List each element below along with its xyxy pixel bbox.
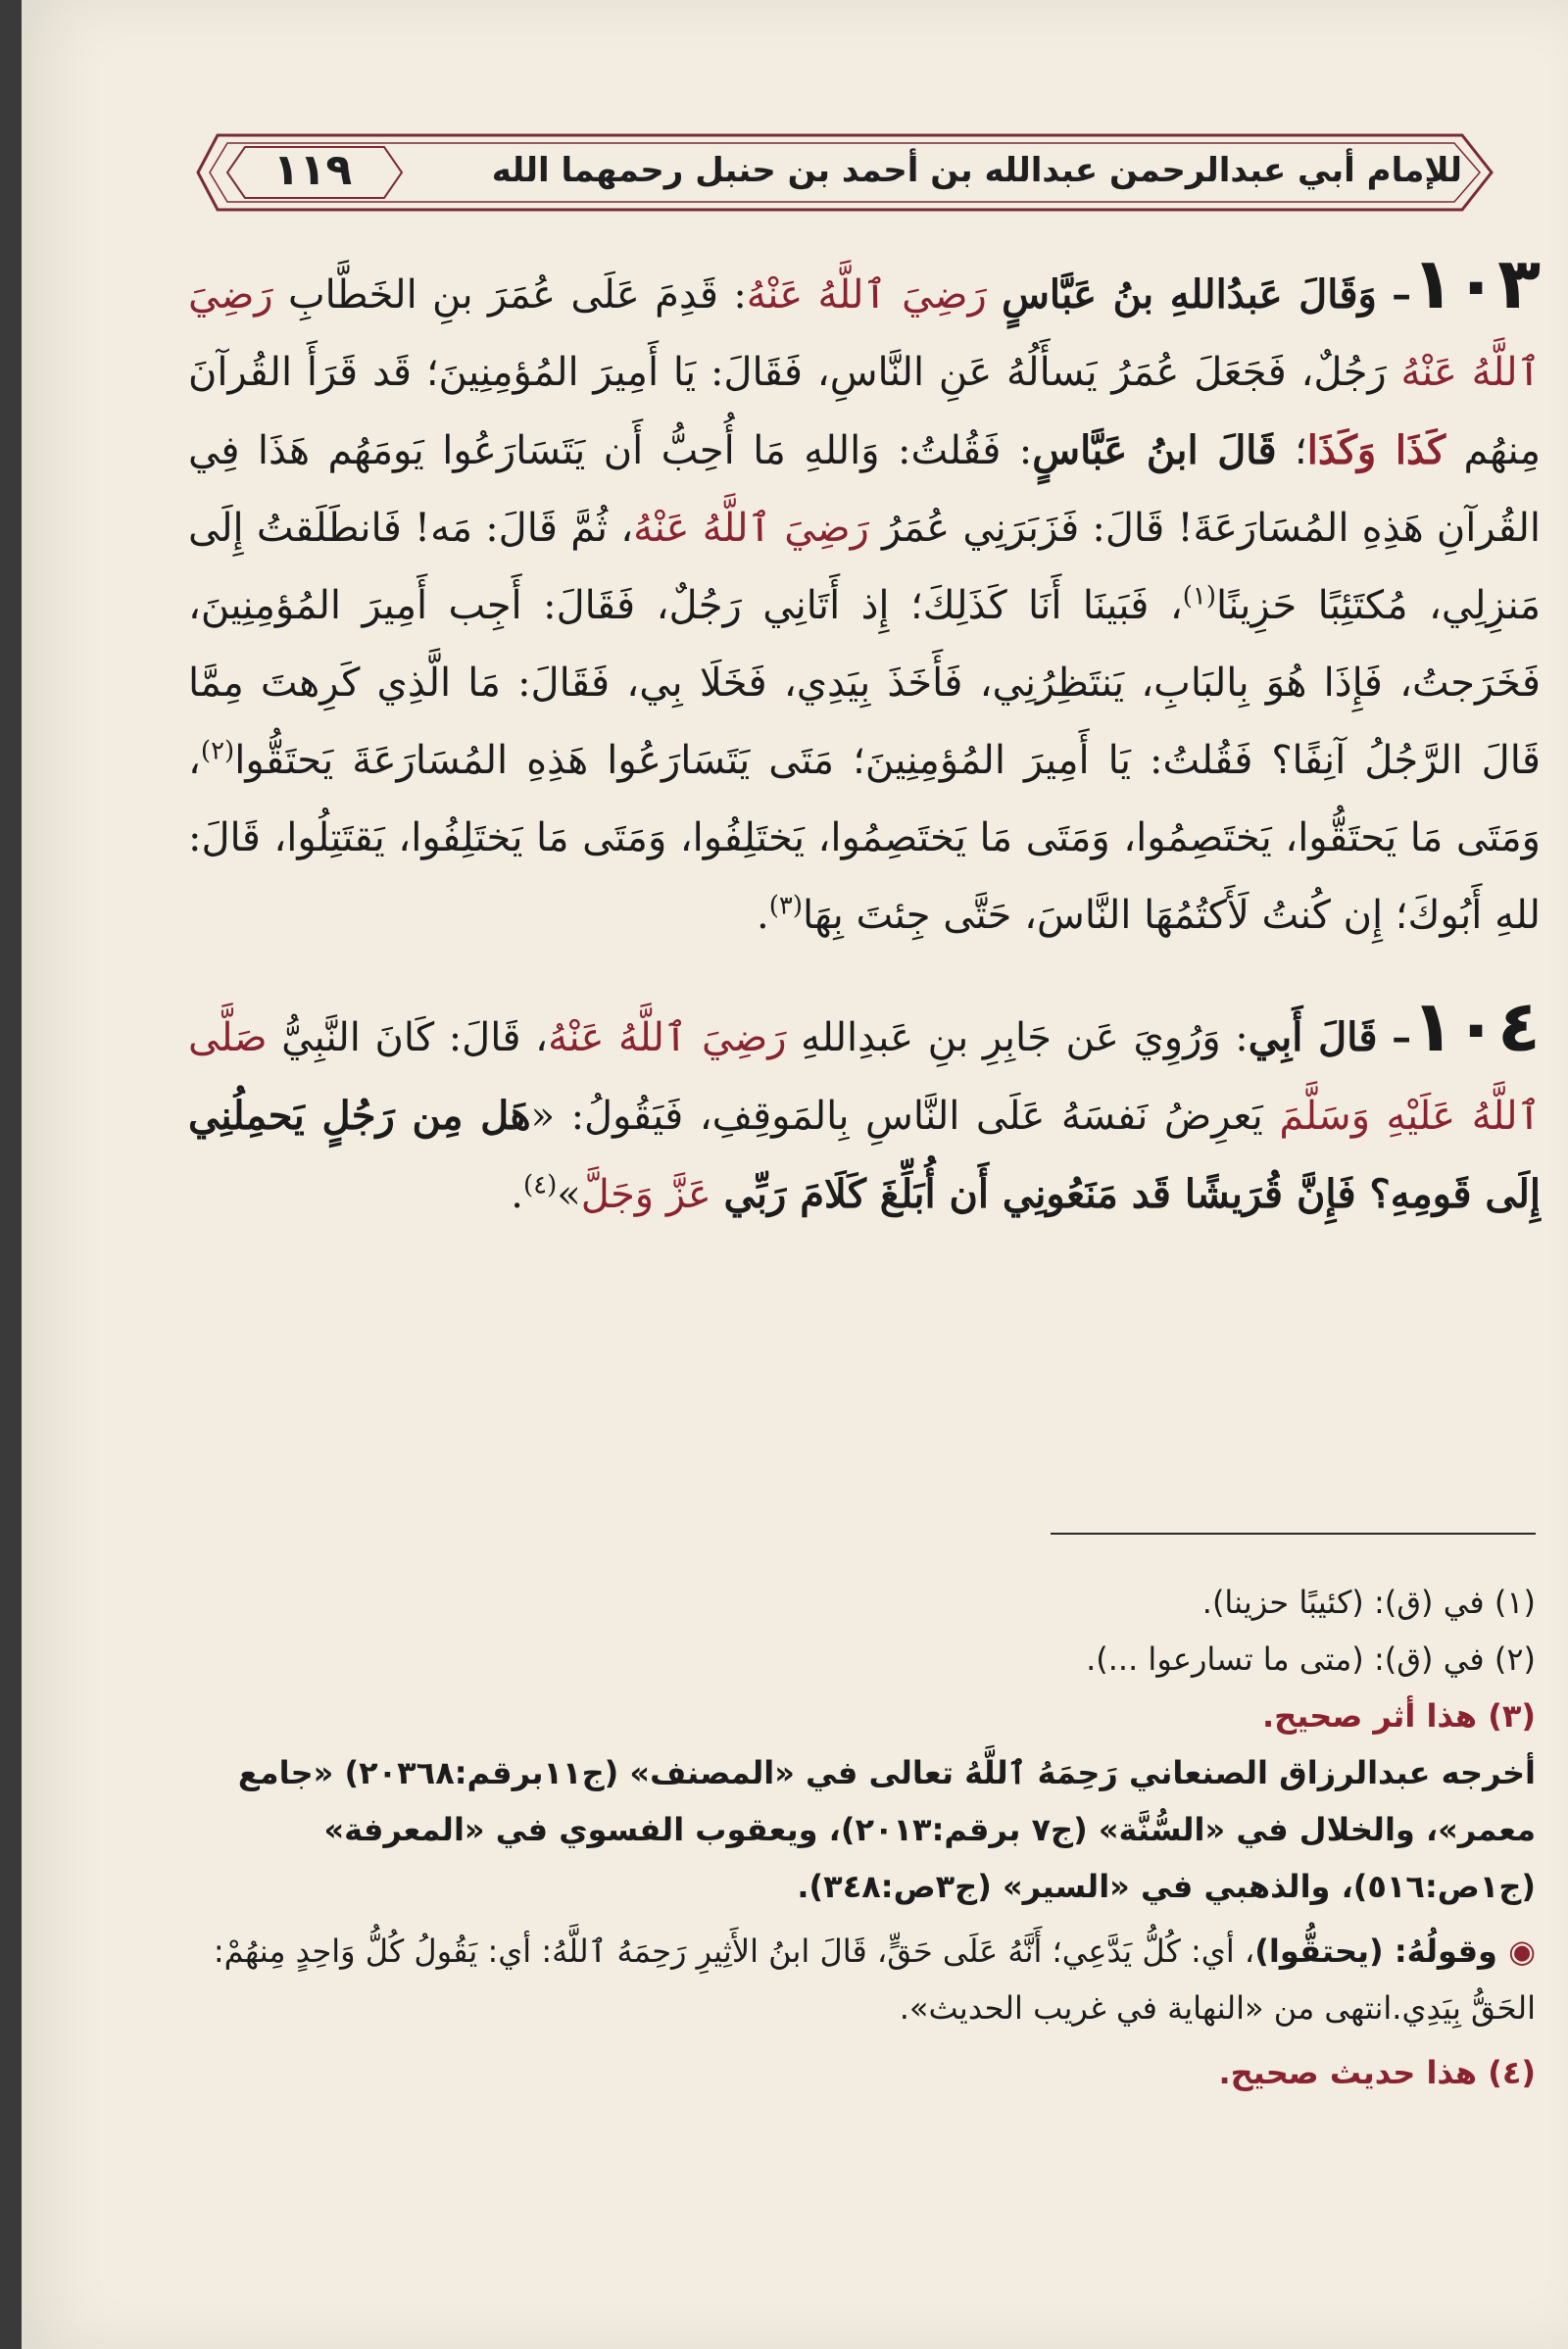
- hadith-103: [188, 242, 1542, 954]
- highlight-text: كَذَا وَكَذَا: [1306, 427, 1446, 473]
- text-segment: .: [756, 893, 769, 938]
- running-header-title: للإمام أبي عبدالرحمن عبدالله بن أحمد بن حنبل رحمهما الله: [491, 151, 1462, 190]
- hadith-number: ١٠٤: [1411, 985, 1541, 1067]
- prophetic-saying: هَل مِن رَجُلٍ يَحمِلُنِي إِلَى قَومِهِ؟ فَإِنَّ قُرَيشًا قَد مَنَعُونِي أَن أُبَلِّغَ كَلَامَ رَبِّي: [188, 1093, 1541, 1217]
- hadith-104: [188, 985, 1542, 1234]
- text-segment: ، فَبَينَا أَنَا كَذَلِكَ؛ إِذ أَتَانِي رَجُلٌ، فَقَالَ: أَجِب أَمِيرَ المُؤمِنِينَ، فَخَرَجتُ، فَإِذَا هُوَ بِالبَابِ، يَنتَظِرُنِي، فَأَخَذَ بِيَدِي، فَخَلَا بِي، فَقَالَ: مَا الَّذِي كَرِهتَ مِمَّا قَالَ الرَّجُلُ آنِفًا؟ فَقُلتُ: يَا أَمِيرَ المُؤمِنِينَ؛ مَتَى يَتَسَارَعُوا هَذِهِ المُسَارَعَةَ يَحتَقُّوا: [188, 583, 1541, 783]
- footnote-divider: [1051, 1533, 1536, 1535]
- page-number: ١١٩: [272, 145, 353, 195]
- footnote-term: وقولُهُ: (يحتقُّوا): [1254, 1933, 1509, 1970]
- text-segment: : قَدِمَ عَلَى عُمَرَ بنِ الخَطَّابِ: [287, 272, 747, 318]
- text-segment: : فَقُلتُ: وَاللهِ مَا أُحِبُّ أَن يَتَسَارَعُوا يَومَهُم هَذَا فِي القُرآنِ هَذِهِ المُسَارَعَةَ! قَالَ: فَزَبَرَنِي عُمَرُ: [188, 428, 1541, 551]
- honorific: رَضِيَ ٱللَّهُ عَنْهُ: [548, 1015, 787, 1060]
- footnote-ref[interactable]: (١): [1182, 581, 1217, 612]
- footnotes: [188, 1574, 1536, 2101]
- book-page: [22, 0, 1568, 2349]
- footnote-text: ، أي: كُلُّ يَدَّعِي؛ أَنَّهُ عَلَى حَقٍّ، قَالَ ابنُ الأَثِيرِ رَحِمَهُ ٱللَّهُ: أي: يَقُولُ كُلُّ وَاحِدٍ مِنهُمْ: الحَقُّ بِيَدِي.انتهى من «النهاية في غريب الحديث».: [213, 1933, 1536, 2027]
- footnote-ref[interactable]: (٣): [768, 891, 803, 921]
- dash: –: [1392, 271, 1412, 318]
- footnote-3-sources: أخرجه عبدالرزاق الصنعاني رَحِمَهُ ٱللَّهُ تعالى في «المصنف» (ج١١برقم:٢٠٣٦٨) «جامع معمر»، والخلال في «السُّنَّة» (ج٧ برقم:٢٠١٣)، ويعقوب الفسوي في «المعرفة» (ج١ص:٥١٦)، والذهبي في «السير» (ج٣ص:٣٤٨).: [237, 1754, 1536, 1905]
- text-segment: .: [511, 1172, 524, 1217]
- dash: –: [1392, 1014, 1412, 1060]
- footnote-3-explanation: [188, 1923, 1536, 2036]
- honorific: عَزَّ وَجَلَّ: [580, 1172, 724, 1217]
- text-segment: ، وَمَتَى مَا يَحتَقُّوا، يَختَصِمُوا، وَمَتَى مَا يَختَصِمُوا، يَختَلِفُوا، وَمَتَى مَا يَختَلِفُوا، يَقتَتِلُوا، قَالَ: للهِ أَبُوكَ؛ إِن كُنتُ لَأَكتُمُهَا النَّاسَ، حَتَّى جِئتَ بِهَا: [188, 738, 1541, 938]
- text-segment: رَجُلٌ، فَجَعَلَ عُمَرُ يَسأَلُهُ عَنِ النَّاسِ، فَقَالَ: يَا أَمِيرَ المُؤمِنِينَ؛ قَد قَرَأَ القُرآنَ مِنهُم: [188, 350, 1542, 473]
- bullet-icon: ◉: [1508, 1933, 1536, 1970]
- narration-intro: وَقَالَ عَبدُاللهِ بنُ عَبَّاسٍ: [1002, 271, 1377, 318]
- text-segment: ؛: [1276, 428, 1307, 473]
- narrator-bold: قَالَ ابنُ عَبَّاسٍ: [1032, 427, 1277, 473]
- honorific: رَضِيَ ٱللَّهُ عَنْهُ: [633, 506, 869, 551]
- footnote-ref[interactable]: (٤): [523, 1170, 558, 1200]
- honorific: صَلَّى ٱللَّهُ عَلَيْهِ وَسَلَّمَ: [188, 1015, 1542, 1139]
- text-segment: ، قَالَ: كَانَ النَّبِيُّ: [267, 1015, 549, 1060]
- footnote-3: (٣) هذا أثر صحيح.: [1262, 1697, 1536, 1735]
- main-text: [188, 242, 1542, 1234]
- text-segment: ، ثُمَّ قَالَ: مَه! فَانطَلَقتُ إِلَى مَنزِلِي، مُكتَئِبًا حَزِينًا: [188, 506, 1541, 628]
- text-segment: يَعرِضُ نَفسَهُ عَلَى النَّاسِ بِالمَوقِفِ، فَيَقُولُ: «: [530, 1094, 1280, 1139]
- footnote-2: (٢) في (ق): (متى ما تسارعوا ...).: [1086, 1640, 1536, 1678]
- footnote-4: (٤) هذا حديث صحيح.: [1218, 2054, 1536, 2091]
- text-segment: »: [557, 1172, 581, 1217]
- page-header: [188, 125, 1501, 220]
- text-segment: : وَرُوِيَ عَن جَابِرِ بنِ عَبدِاللهِ: [786, 1015, 1249, 1060]
- footnote-1: (١) في (ق): (كئيبًا حزينا).: [1201, 1584, 1536, 1621]
- footnote-ref[interactable]: (٢): [200, 736, 235, 766]
- narration-intro: قَالَ أَبِي: [1248, 1014, 1378, 1060]
- honorific: رَضِيَ ٱللَّهُ عَنْهُ: [746, 272, 987, 318]
- honorific: رَضِيَ ٱللَّهُ عَنْهُ: [188, 272, 1541, 395]
- hadith-number: ١٠٣: [1411, 242, 1542, 324]
